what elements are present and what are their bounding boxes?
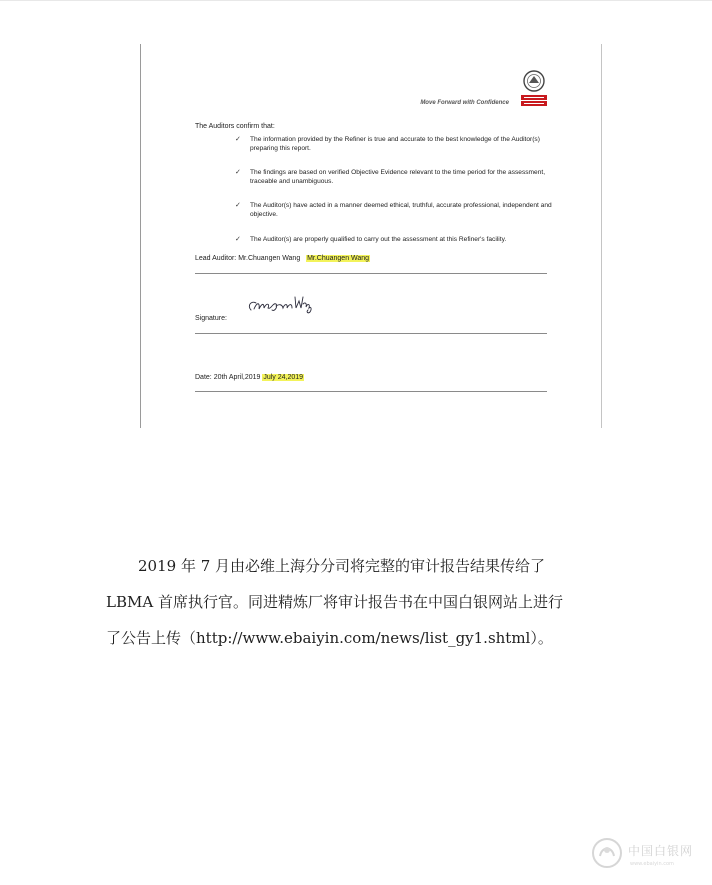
lead-auditor-label: Lead Auditor:: [195, 255, 237, 262]
signature-label: Signature:: [195, 315, 227, 322]
date-highlight: July 24,2019: [263, 374, 304, 381]
body-paragraph: [106, 548, 606, 656]
date-label: Date:: [195, 374, 212, 381]
lead-auditor-name: Mr.Chuangen Wang: [238, 255, 301, 262]
checkmark-icon: ✓: [235, 136, 241, 143]
lead-auditor-highlight: Mr.Chuangen Wang: [307, 255, 370, 262]
bureau-veritas-logo-icon: [519, 68, 549, 108]
handwritten-signature: [245, 292, 313, 316]
paragraph-line-1: 2019 年 7 月由必维上海分分司将完整的审计报告结果传给了: [138, 557, 546, 575]
date-value: 20th April,2019: [213, 374, 261, 381]
watermark-subtext: www.ebaiyin.com: [630, 861, 674, 867]
date-line: [195, 374, 304, 381]
checkmark-icon: ✓: [235, 235, 241, 243]
confirmation-checklist: [235, 136, 555, 244]
paragraph-line-3: 了公告上传（http://www.ebaiyin.com/news/list_gy1.shtml）。: [106, 629, 553, 647]
watermark-text: 中国白银网: [628, 844, 694, 858]
paragraph-line-2: LBMA 首席执行官。同进精炼厂将审计报告书在中国白银网站上进行: [106, 593, 563, 611]
checklist-item: [235, 136, 555, 153]
lead-auditor-rule: [195, 273, 547, 274]
page-top-rule: [0, 0, 712, 1]
checklist-item: [235, 236, 555, 245]
checklist-text: The information provided by the Refiner is true and accurate to the best knowledge of the Auditor(s) preparing this report.: [250, 136, 540, 152]
checklist-item: [235, 202, 555, 219]
watermark-logo-icon: [590, 836, 624, 870]
lead-auditor-line: [195, 255, 370, 262]
checkmark-icon: ✓: [235, 169, 241, 177]
checklist-text: The findings are based on verified Objective Evidence relevant to the time period for the assessment, traceable and unambiguous.: [250, 169, 546, 185]
site-watermark: [588, 832, 706, 876]
logo-tagline: Move Forward with Confidence: [420, 100, 509, 106]
signature-rule: [195, 333, 547, 334]
date-rule: [195, 391, 547, 392]
checklist-item: [235, 169, 555, 186]
checklist-text: The Auditor(s) have acted in a manner deemed ethical, truthful, accurate professional, independent and objective.: [250, 202, 552, 218]
checklist-text: The Auditor(s) are properly qualified to carry out the assessment at this Refiner's facility.: [250, 235, 507, 243]
confirm-intro: The Auditors confirm that:: [195, 123, 275, 130]
checkmark-icon: ✓: [235, 202, 241, 210]
audit-report-scan: [140, 44, 602, 428]
